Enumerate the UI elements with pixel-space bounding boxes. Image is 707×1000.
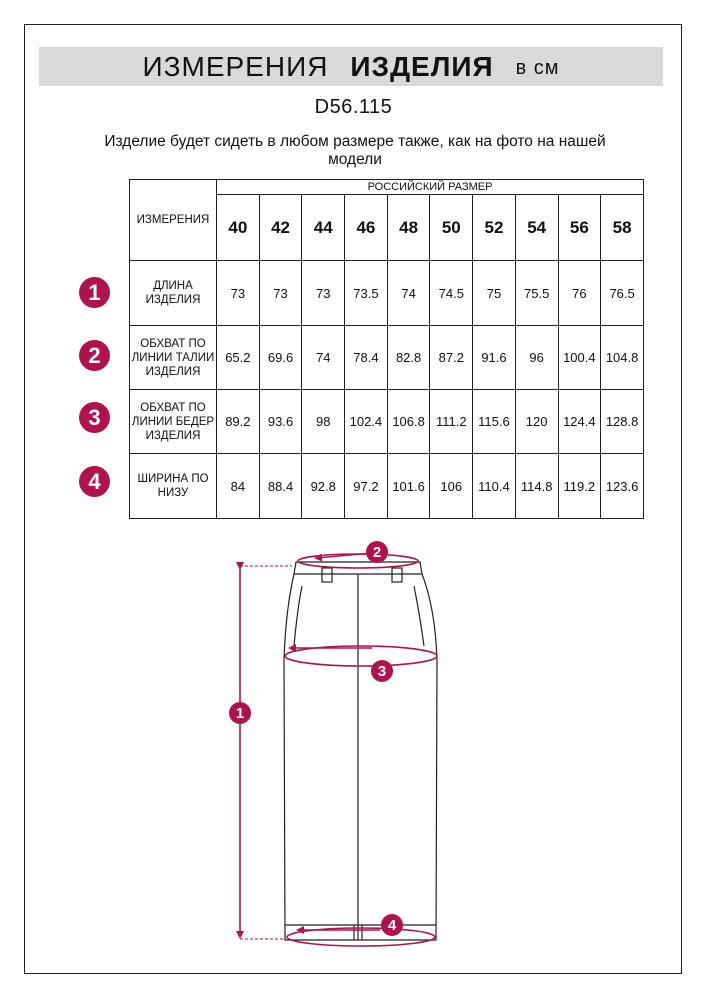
row-number-badge: 1 (79, 277, 110, 308)
diagram-marker (381, 914, 403, 936)
measure-value: 88.4 (259, 454, 302, 519)
measure-value: 102.4 (345, 390, 388, 454)
measure-value: 119.2 (558, 454, 601, 519)
diagram-marker (366, 541, 388, 563)
size-header: РОССИЙСКИЙ РАЗМЕР (217, 180, 644, 195)
measure-label: ДЛИНА ИЗДЕЛИЯ (130, 261, 217, 326)
measure-value: 120 (515, 390, 558, 454)
row-number-badge: 3 (79, 402, 110, 433)
measure-value: 93.6 (259, 390, 302, 454)
measure-value: 73 (302, 261, 345, 326)
measure-value: 92.8 (302, 454, 345, 519)
skirt-outline (284, 562, 437, 940)
diagram-marker-label: 1 (235, 705, 245, 722)
size-54: 54 (515, 195, 558, 261)
size-48: 48 (387, 195, 430, 261)
measure-value: 124.4 (558, 390, 601, 454)
title-measurements: ИЗМЕРЕНИЯ (142, 50, 329, 82)
size-58: 58 (601, 195, 644, 261)
fit-note: Изделие будет сидеть в любом размере также, как на фото на нашей модели (104, 133, 606, 168)
model-code: D56.115 (314, 96, 393, 118)
measure-header: ИЗМЕРЕНИЯ (130, 180, 217, 261)
measure-value: 123.6 (601, 454, 644, 519)
measure-label: ШИРИНА ПО НИЗУ (130, 454, 217, 519)
diagram-marker-label: 3 (377, 663, 387, 680)
measure-value: 114.8 (515, 454, 558, 519)
measure-label: ОБХВАТ ПО ЛИНИИ ТАЛИИ ИЗДЕЛИЯ (130, 326, 217, 390)
measure-value: 74 (302, 326, 345, 390)
measure-value: 96 (515, 326, 558, 390)
measure-value: 111.2 (430, 390, 473, 454)
measure-value: 75 (473, 261, 516, 326)
measure-value: 115.6 (473, 390, 516, 454)
measure-value: 75.5 (515, 261, 558, 326)
size-44: 44 (302, 195, 345, 261)
measure-label: ОБХВАТ ПО ЛИНИИ БЕДЕР ИЗДЕЛИЯ (130, 390, 217, 454)
diagram-marker (229, 702, 251, 724)
measure-value: 76 (558, 261, 601, 326)
measure-value: 106.8 (387, 390, 430, 454)
row-number-badge: 2 (79, 340, 110, 371)
measure-value: 73 (217, 261, 260, 326)
measure-value: 106 (430, 454, 473, 519)
measure-value: 73.5 (345, 261, 388, 326)
measure-value: 78.4 (345, 326, 388, 390)
measure-value: 89.2 (217, 390, 260, 454)
measure-value: 101.6 (387, 454, 430, 519)
measure-value: 84 (217, 454, 260, 519)
size-56: 56 (558, 195, 601, 261)
measure-value: 110.4 (473, 454, 516, 519)
measure-value: 76.5 (601, 261, 644, 326)
measure-lines (240, 553, 437, 946)
title-unit: в см (515, 57, 560, 79)
measure-value: 74 (387, 261, 430, 326)
measure-value: 82.8 (387, 326, 430, 390)
size-52: 52 (473, 195, 516, 261)
measure-value: 69.6 (259, 326, 302, 390)
size-50: 50 (430, 195, 473, 261)
row-number-badge: 4 (79, 466, 110, 497)
measure-value: 128.8 (601, 390, 644, 454)
measure-value: 98 (302, 390, 345, 454)
diagram-marker (371, 660, 393, 682)
measure-value: 65.2 (217, 326, 260, 390)
measure-value: 74.5 (430, 261, 473, 326)
title-product: ИЗДЕЛИЯ (350, 50, 494, 82)
measure-value: 100.4 (558, 326, 601, 390)
diagram-marker-label: 4 (387, 917, 397, 934)
measure-value: 73 (259, 261, 302, 326)
diagram-marker-label: 2 (372, 544, 382, 561)
size-42: 42 (259, 195, 302, 261)
size-40: 40 (217, 195, 260, 261)
measure-value: 87.2 (430, 326, 473, 390)
measure-value: 97.2 (345, 454, 388, 519)
measure-value: 91.6 (473, 326, 516, 390)
measure-value: 104.8 (601, 326, 644, 390)
size-46: 46 (345, 195, 388, 261)
